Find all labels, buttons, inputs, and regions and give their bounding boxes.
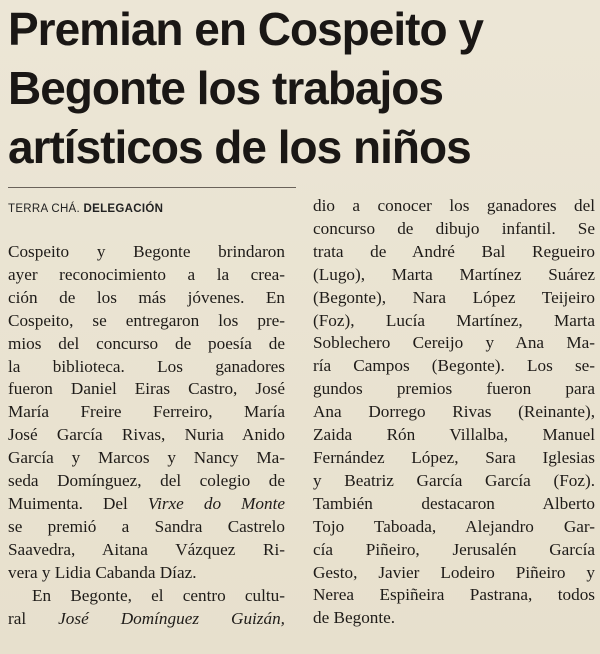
headline-line-3: artísticos de los niños	[8, 121, 471, 173]
text-line: (Lugo), Marta Martínez Suárez	[313, 264, 595, 284]
text-line: y Beatriz García García (Foz).	[313, 470, 595, 490]
headline-line-2: Begonte los trabajos	[8, 62, 443, 114]
text-line: Cospeito, se entregaron los pre-	[8, 310, 285, 330]
text-line: Gesto, Javier Lodeiro Piñeiro y	[313, 562, 595, 582]
text-line: gundos premios fueron para	[313, 379, 595, 399]
byline-section: TERRA CHÁ.	[8, 203, 81, 215]
text-line: cía Piñeiro, Jerusalén García	[313, 539, 595, 559]
text-line: Ana Dorrego Rivas (Reinante),	[313, 402, 595, 422]
text-line: José García Rivas, Nuria Anido	[8, 425, 285, 445]
headline-line-1: Premian en Cospeito y	[8, 3, 483, 55]
italic-name-virxe: Virxe do Monte	[147, 493, 285, 513]
text-line: seda Domínguez, del colegio de	[8, 471, 285, 491]
text-line: ción de los más jóvenes. En	[8, 287, 285, 307]
text-segment: Muimenta. Del	[8, 493, 148, 513]
text-line: vera y Lidia Cabanda Díaz.	[8, 562, 197, 582]
text-line: ría Campos (Begonte). Los se-	[313, 356, 595, 376]
text-line: (Begonte), Nara López Teijeiro	[313, 287, 595, 307]
article-column-1	[8, 241, 285, 630]
text-line: En Begonte, el centro cultu-	[32, 585, 285, 605]
text-line: Soblechero Cereijo y Ana Ma-	[313, 333, 595, 353]
byline-rule	[8, 187, 296, 188]
text-line-with-italic	[8, 493, 285, 516]
text-line: concurso de dibujo infantil. Se	[313, 218, 595, 238]
text-line-with-italic	[8, 608, 285, 631]
text-line: dio a conocer los ganadores del	[313, 196, 595, 215]
text-line: mios del concurso de poesía de	[8, 333, 285, 353]
text-line: ayer reconocimiento a la crea-	[8, 264, 285, 284]
italic-name-jose: José Domínguez Guizán,	[58, 608, 285, 628]
article-column-2	[313, 195, 595, 630]
text-line: fueron Daniel Eiras Castro, José	[8, 379, 285, 399]
text-line: María Freire Ferreiro, María	[8, 402, 285, 422]
byline	[8, 203, 163, 215]
text-line: de Begonte.	[313, 608, 396, 628]
text-line: Zaida Rón Villalba, Manuel	[313, 425, 595, 445]
text-line: la biblioteca. Los ganadores	[8, 356, 285, 376]
text-line: trata de André Bal Regueiro	[313, 241, 595, 261]
text-line: También destacaron Alberto	[313, 493, 595, 513]
text-segment: ral	[8, 608, 59, 628]
text-line: García y Marcos y Nancy Ma-	[8, 448, 285, 468]
text-line: Cospeito y Begonte brindaron	[8, 242, 285, 261]
headline	[8, 0, 568, 177]
byline-author: DELEGACIÓN	[83, 203, 164, 215]
text-line: Nerea Espiñeira Pastrana, todos	[313, 585, 595, 605]
text-line: Tojo Taboada, Alejandro Gar-	[313, 516, 595, 536]
text-line: se premió a Sandra Castrelo	[8, 516, 285, 536]
text-line: Fernández López, Sara Iglesias	[313, 447, 595, 467]
text-line: Saavedra, Aitana Vázquez Ri-	[8, 539, 285, 559]
text-line: (Foz), Lucía Martínez, Marta	[313, 310, 595, 330]
